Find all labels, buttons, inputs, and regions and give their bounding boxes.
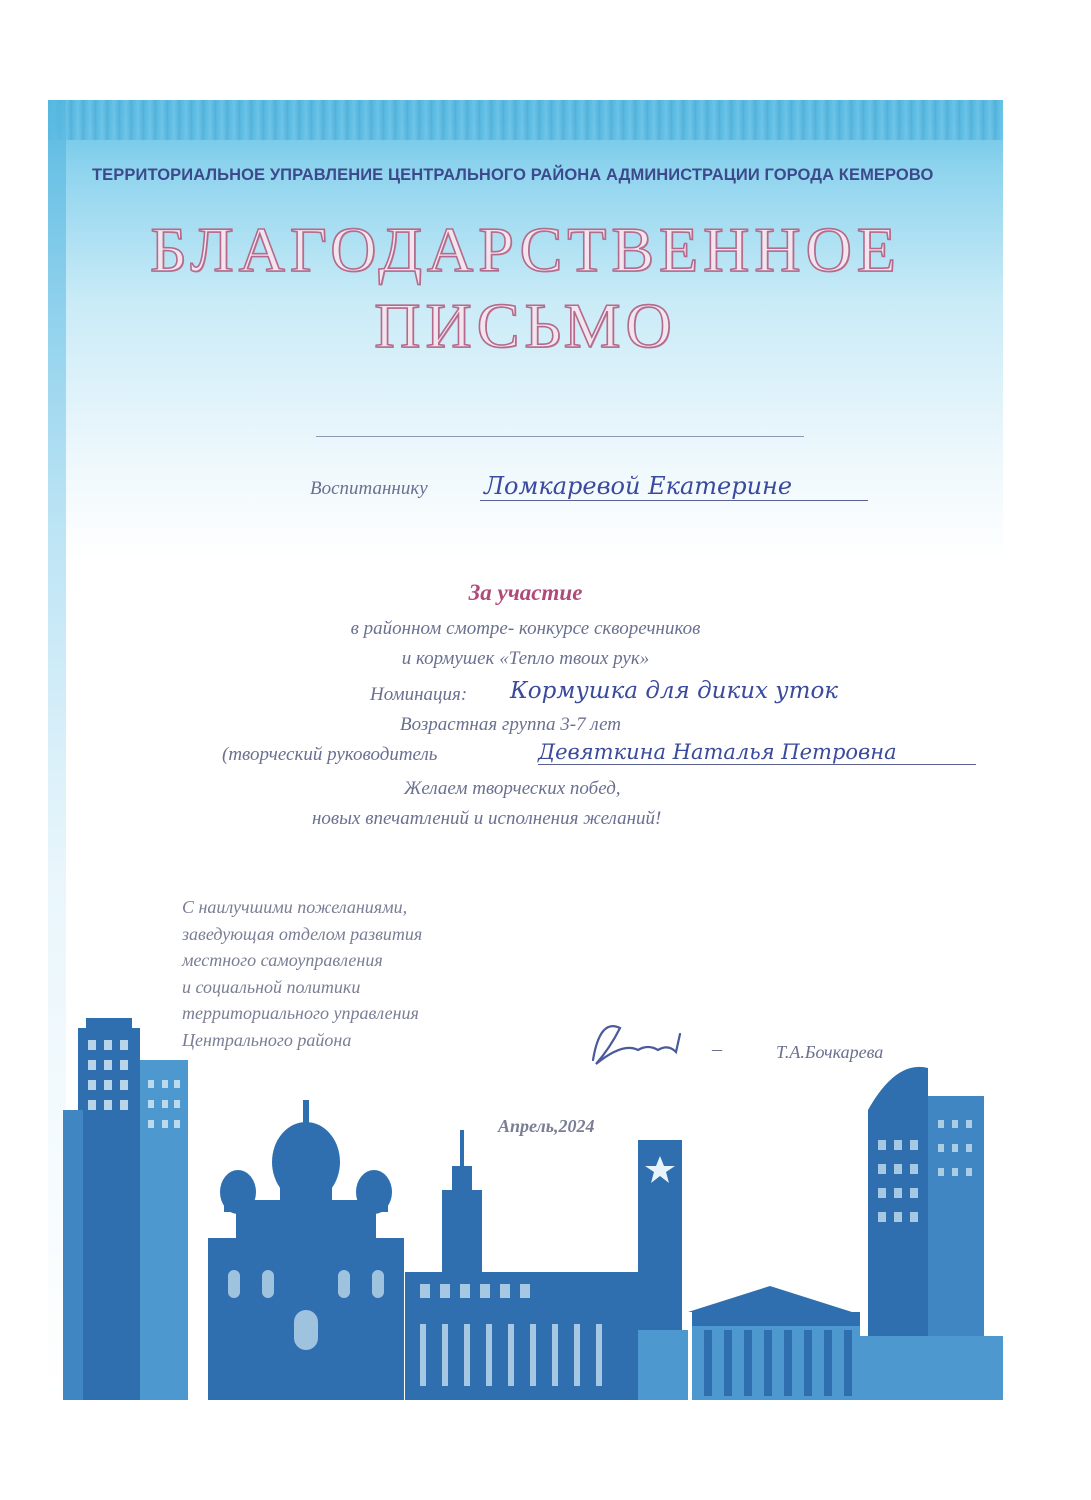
- date: Апрель,2024: [498, 1116, 595, 1136]
- organization-header: ТЕРРИТОРИАЛЬНОЕ УПРАВЛЕНИЕ ЦЕНТРАЛЬНОГО РАЙОНА АДМИНИСТРАЦИИ ГОРОДА КЕМЕРОВО: [92, 166, 934, 184]
- award-heading: За участие: [468, 580, 583, 605]
- wish-line-2: новых впечатлений и исполнения желаний!: [312, 808, 662, 829]
- award-line-2: и кормушек «Тепло твоих рук»: [401, 648, 650, 669]
- signature-line: заведующая отделом развития: [182, 923, 423, 944]
- recipient-label: Воспитаннику: [310, 478, 428, 499]
- signature-line: территориального управления: [182, 1003, 419, 1023]
- signature-line: и социальной политики: [182, 976, 361, 997]
- nomination-label: Номинация:: [370, 684, 468, 705]
- leader-label: (творческий руководитель: [222, 744, 438, 765]
- right-towers: [860, 1067, 1003, 1400]
- signature-line: С наилучшими пожеланиями,: [182, 897, 408, 917]
- recipient-name-handwritten: Ломкаревой Екатерине: [480, 472, 868, 501]
- monument-slab: [638, 1140, 688, 1400]
- nomination-handwritten: Кормушка для диких уток: [510, 678, 839, 704]
- age-group: Возрастная группа 3-7 лет: [400, 714, 622, 735]
- award-line-1: в районном смотре- конкурсе скворечников: [350, 618, 701, 639]
- signature-line: местного самоуправления: [182, 950, 383, 970]
- certificate: [48, 100, 1003, 1400]
- title-line-2: ПИСЬМО: [374, 290, 677, 361]
- leader-handwritten: Девяткина Наталья Петровна: [538, 740, 976, 765]
- signer-name: Т.А.Бочкарева: [776, 1042, 884, 1062]
- left-tower: [63, 1018, 188, 1400]
- signature-dash: –: [712, 1038, 722, 1060]
- city-skyline-illustration: [48, 100, 1003, 1400]
- wish-line-1: Желаем творческих побед,: [404, 778, 621, 799]
- title-line-1: БЛАГОДАРСТВЕННОЕ: [150, 214, 901, 285]
- handwritten-signature: [593, 1026, 680, 1064]
- signature-line: Центрального района: [182, 1029, 352, 1050]
- cathedral: [208, 1100, 404, 1400]
- theatre: [688, 1286, 860, 1400]
- central-building: [405, 1130, 639, 1400]
